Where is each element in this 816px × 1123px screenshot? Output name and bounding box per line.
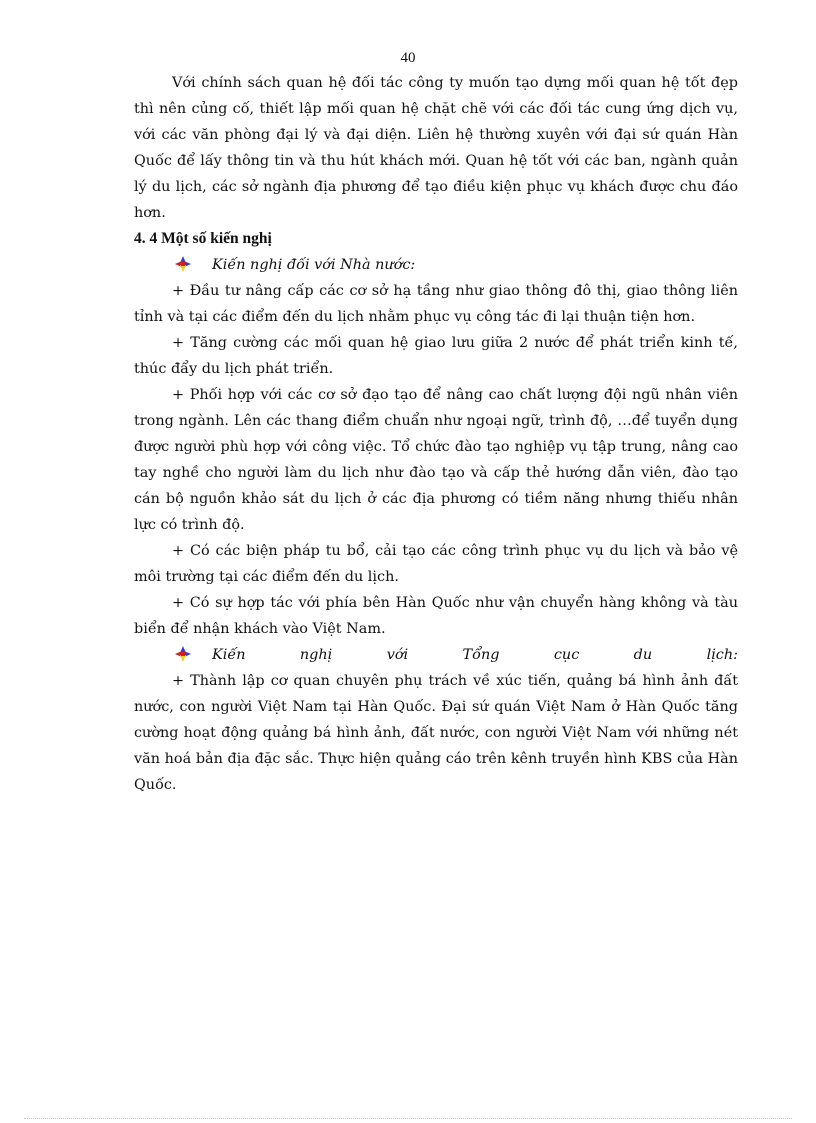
arrow-bullet-icon [174,255,192,273]
tourism-item-1: + Thành lập cơ quan chuyên phụ trách về xúc tiến, quảng bá hình ảnh đất nước, con người Việt Nam tại Hàn Quốc. Đại sứ quán Việt Nam ở Hàn Quốc tăng cường hoạt động quảng bá hình ảnh, đất nước, con người Việt Nam với những nét văn hoá bản địa đặc sắc. Thực hiện quảng cáo trên kênh truyền hình KBS của Hàn Quốc. [134,673,738,793]
document-body [134,70,738,798]
footer-divider [24,1118,792,1119]
state-item-4: + Có các biện pháp tu bổ, cải tạo các công trình phục vụ du lịch và bảo vệ môi trường tại các điểm đến du lịch. [134,543,738,585]
state-recommendations-label: Kiến nghị đối với Nhà nước: [212,257,416,273]
state-item-2: + Tăng cường các mối quan hệ giao lưu giữa 2 nước để phát triển kinh tế, thúc đẩy du lịch phát triển. [134,335,738,377]
paragraph-partner-policy: Với chính sách quan hệ đối tác công ty muốn tạo dựng mối quan hệ tốt đẹp thì nên củng cố, thiết lập mối quan hệ chặt chẽ với các đối tác cung ứng dịch vụ, với các văn phòng đại lý và đại diện. Liên hệ thường xuyên với đại sứ quán Hàn Quốc để lấy thông tin và thu hút khách mới. Quan hệ tốt với các ban, ngành quản lý du lịch, các sở ngành địa phương để tạo điều kiện phục vụ khách được chu đáo hơn. [134,75,738,221]
state-recommendations-title [134,252,738,278]
section-heading: 4. 4 Một số kiến nghị [134,230,272,247]
arrow-bullet-icon [174,645,192,663]
page-number: 40 [400,50,416,66]
tourism-recommendations-title [134,642,738,668]
state-item-1: + Đầu tư nâng cấp các cơ sở hạ tầng như giao thông đô thị, giao thông liên tỉnh và tại các điểm đến du lịch nhằm phục vụ công tác đi lại thuận tiện hơn. [134,283,738,325]
tourism-recommendations-label: Kiến nghị với Tổng cục du lịch: [212,647,738,663]
state-item-5: + Có sự hợp tác với phía bên Hàn Quốc như vận chuyển hàng không và tàu biển để nhận khách vào Việt Nam. [134,595,738,637]
state-item-3: + Phối hợp với các cơ sở đạo tạo để nâng cao chất lượng đội ngũ nhân viên trong ngành. Lên các thang điểm chuẩn như ngoại ngữ, trình độ, …để tuyển dụng được người phù hợp với công việc. Tổ chức đào tạo nghiệp vụ tập trung, nâng cao tay nghề cho người làm du lịch như đào tạo và cấp thẻ hướng dẫn viên, đào tạo cán bộ nguồn khảo sát du lịch ở các địa phương có tiềm năng nhưng thiếu nhân lực có trình độ. [134,387,738,533]
